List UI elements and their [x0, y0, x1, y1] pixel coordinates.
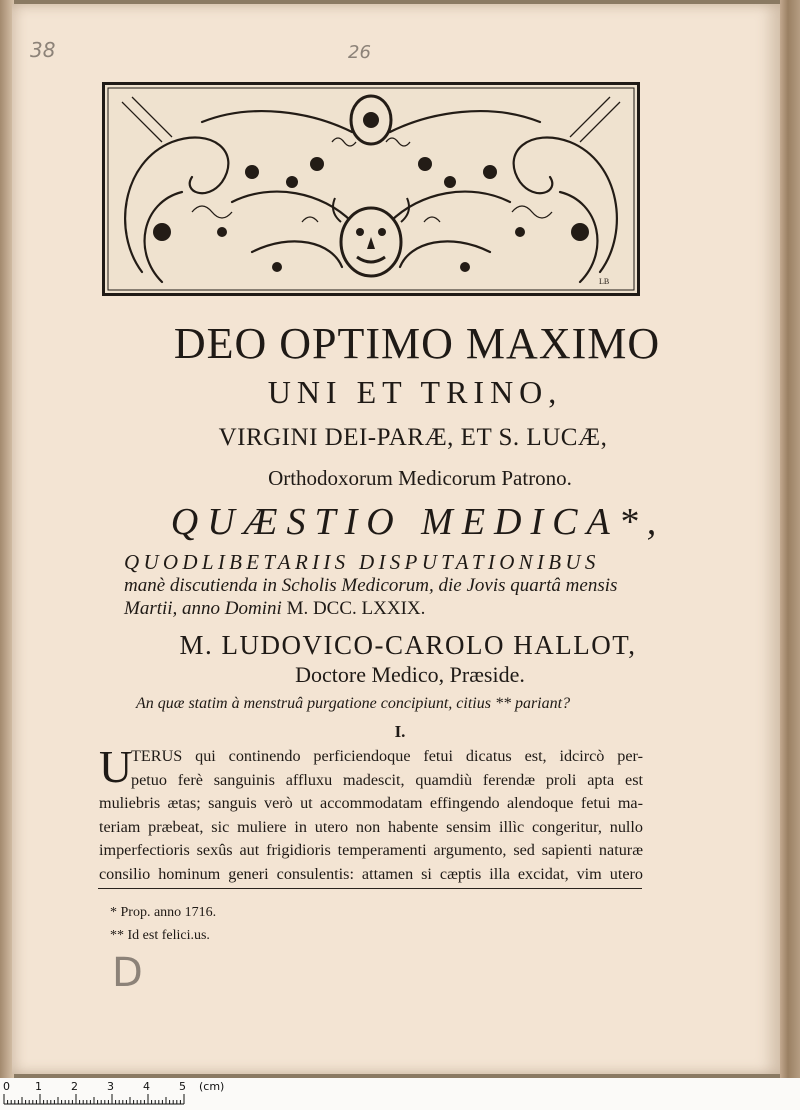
footnote-rule	[98, 888, 642, 889]
woodcut-headpiece	[102, 82, 640, 296]
drop-cap: U	[99, 741, 133, 792]
quaestio-heading: QUÆSTIO MEDICA*,	[170, 501, 666, 543]
pencil-folio-center: 26	[348, 42, 371, 63]
body-line: teriam præbeat, sic muliere in utero non habente sensim illìc congeritur, nullo	[99, 817, 643, 836]
pencil-shelf-letter: D	[112, 950, 143, 996]
disputation-year: M. DCC. LXXIX.	[286, 598, 426, 619]
dedication-line-3: VIRGINI DEI-PARÆ, ET S. LUCÆ,	[218, 424, 608, 451]
praeses-name: M. LUDOVICO-CAROLO HALLOT,	[179, 630, 637, 660]
ruler-label-4: 4	[143, 1080, 150, 1093]
thesis-question: An quæ statim à menstruâ purgatione concipiunt, citius ** pariant?	[136, 695, 571, 712]
body-paragraph	[99, 741, 643, 886]
footnote-1: * Prop. anno 1716.	[110, 905, 217, 920]
body-line: consilio hominum generi consulentis: attamen si cæptis illa excidat, vim utero	[99, 864, 643, 883]
body-line: TERUS qui continendo perficiendoque fetui dicatus est, idcircò per-	[131, 747, 643, 765]
footnote-2: ** Id est felici.us.	[110, 928, 210, 943]
disputation-line-1: QUODLIBETARIIS DISPUTATIONIBUS	[124, 550, 600, 574]
praeses-role: Doctore Medico, Præside.	[295, 662, 525, 687]
body-line: imperfectioris sexûs aut frigidioris temperamenti argumento, sed sapienti naturæ	[99, 841, 643, 859]
ruler-unit: (cm)	[199, 1080, 225, 1093]
ruler-label-3: 3	[107, 1080, 114, 1093]
disputation-line-2: manè discutienda in Scholis Medicorum, die Jovis quartâ mensis	[124, 575, 618, 596]
ruler-label-5: 5	[179, 1080, 186, 1093]
pencil-folio-left: 38	[30, 38, 56, 62]
dedication-line-4: Orthodoxorum Medicorum Patrono.	[268, 466, 572, 490]
ruler-label-2: 2	[71, 1080, 78, 1093]
ruler-label-1: 1	[35, 1080, 42, 1093]
ruler-label-0: 0	[3, 1080, 10, 1093]
body-line: petuo ferè sanguinis affluxu madescit, quamdiù ferendæ proli apta est	[131, 770, 643, 789]
body-line: muliebris ætas; sanguis verò ut accommodatam effingendo alendoque fetui ma-	[99, 794, 643, 812]
engraver-initials: LB	[599, 277, 610, 286]
section-number: I.	[394, 722, 406, 741]
dedication-line-1: DEO OPTIMO MAXIMO	[173, 319, 661, 368]
disputation-date-text: Martii, anno Domini	[124, 598, 282, 619]
disputation-line-3	[124, 598, 425, 620]
dedication-line-2: UNI ET TRINO,	[267, 374, 563, 410]
